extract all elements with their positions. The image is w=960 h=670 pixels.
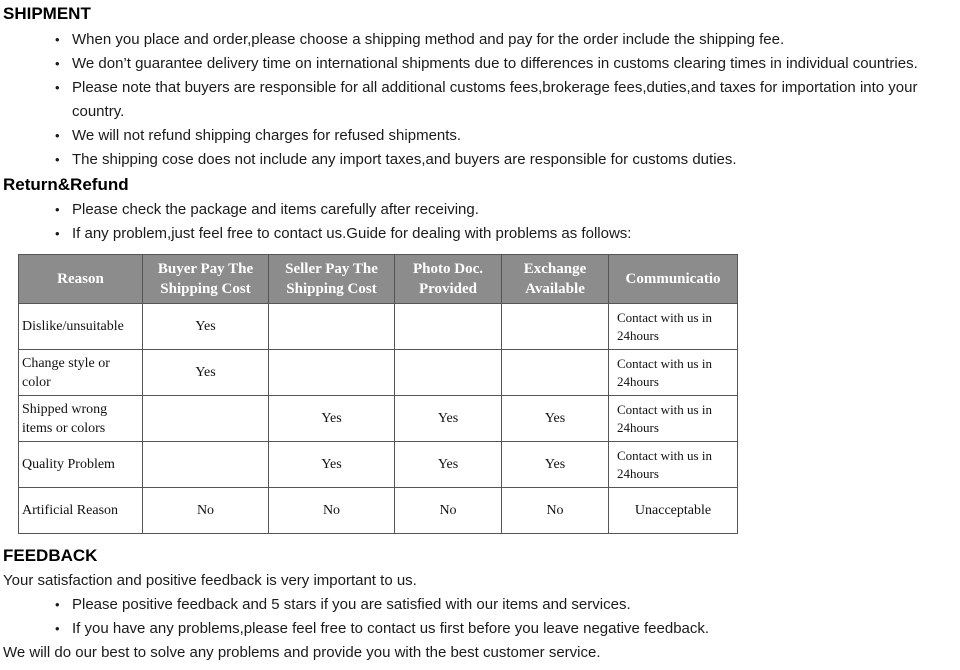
buyer-pay-cell: Yes [143, 350, 269, 396]
seller-pay-cell: No [269, 488, 395, 534]
list-item: • Please check the package and items carefully after receiving. [55, 198, 955, 222]
communication-cell: Contact with us in 24hours [609, 304, 738, 350]
exchange-cell: Yes [502, 442, 609, 488]
photo-doc-cell [395, 304, 502, 350]
communication-cell: Contact with us in 24hours [609, 396, 738, 442]
reason-cell: Change style or color [19, 350, 143, 396]
feedback-closing: We will do our best to solve any problems and provide you with the best customer service. [3, 644, 601, 661]
exchange-cell [502, 304, 609, 350]
exchange-cell: Yes [502, 396, 609, 442]
buyer-pay-cell: Yes [143, 304, 269, 350]
header-buyer-pay: Buyer Pay The Shipping Cost [143, 255, 269, 304]
refund-heading: Return&Refund [3, 175, 129, 194]
buyer-pay-cell [143, 396, 269, 442]
table-row [19, 350, 738, 396]
list-item: • The shipping cose does not include any import taxes,and buyers are responsible for customs duties. [55, 148, 955, 172]
photo-doc-cell: Yes [395, 396, 502, 442]
header-exchange: Exchange Available [502, 255, 609, 304]
feedback-heading: FEEDBACK [3, 546, 98, 565]
header-communication: Communicatio [609, 255, 738, 304]
reason-cell: Shipped wrong items or colors [19, 396, 143, 442]
reason-cell: Artificial Reason [19, 488, 143, 534]
list-item: • If any problem,just feel free to contact us.Guide for dealing with problems as follows: [55, 222, 955, 246]
list-item: • We will not refund shipping charges for refused shipments. [55, 124, 955, 148]
seller-pay-cell [269, 304, 395, 350]
feedback-intro: Your satisfaction and positive feedback is very important to us. [3, 572, 417, 589]
seller-pay-cell: Yes [269, 396, 395, 442]
buyer-pay-cell: No [143, 488, 269, 534]
shipment-heading: SHIPMENT [3, 4, 91, 23]
photo-doc-cell [395, 350, 502, 396]
reason-cell: Dislike/unsuitable [19, 304, 143, 350]
buyer-pay-cell [143, 442, 269, 488]
problem-table [18, 254, 738, 534]
list-item: • Please positive feedback and 5 stars if you are satisfied with our items and services. [55, 593, 955, 617]
table-row [19, 304, 738, 350]
exchange-cell: No [502, 488, 609, 534]
reason-cell: Quality Problem [19, 442, 143, 488]
communication-cell: Contact with us in 24hours [609, 350, 738, 396]
table-row [19, 488, 738, 534]
header-photo-doc: Photo Doc. Provided [395, 255, 502, 304]
table-header-row [19, 255, 738, 304]
seller-pay-cell: Yes [269, 442, 395, 488]
list-item: • Please note that buyers are responsible for all additional customs fees,brokerage fees,duties,and taxes for importation into your country. [55, 76, 955, 124]
seller-pay-cell [269, 350, 395, 396]
header-seller-pay: Seller Pay The Shipping Cost [269, 255, 395, 304]
refund-list [55, 198, 955, 246]
exchange-cell [502, 350, 609, 396]
list-item: • If you have any problems,please feel free to contact us first before you leave negative feedback. [55, 617, 955, 641]
photo-doc-cell: No [395, 488, 502, 534]
header-reason: Reason [19, 255, 143, 304]
photo-doc-cell: Yes [395, 442, 502, 488]
communication-cell: Contact with us in 24hours [609, 442, 738, 488]
shipment-list [55, 28, 955, 172]
list-item: • We don’t guarantee delivery time on international shipments due to differences in customs clearing times in individual countries. [55, 52, 955, 76]
communication-cell: Unacceptable [609, 488, 738, 534]
feedback-list [55, 593, 955, 641]
list-item: • When you place and order,please choose a shipping method and pay for the order include the shipping fee. [55, 28, 955, 52]
table-row [19, 442, 738, 488]
table-row [19, 396, 738, 442]
